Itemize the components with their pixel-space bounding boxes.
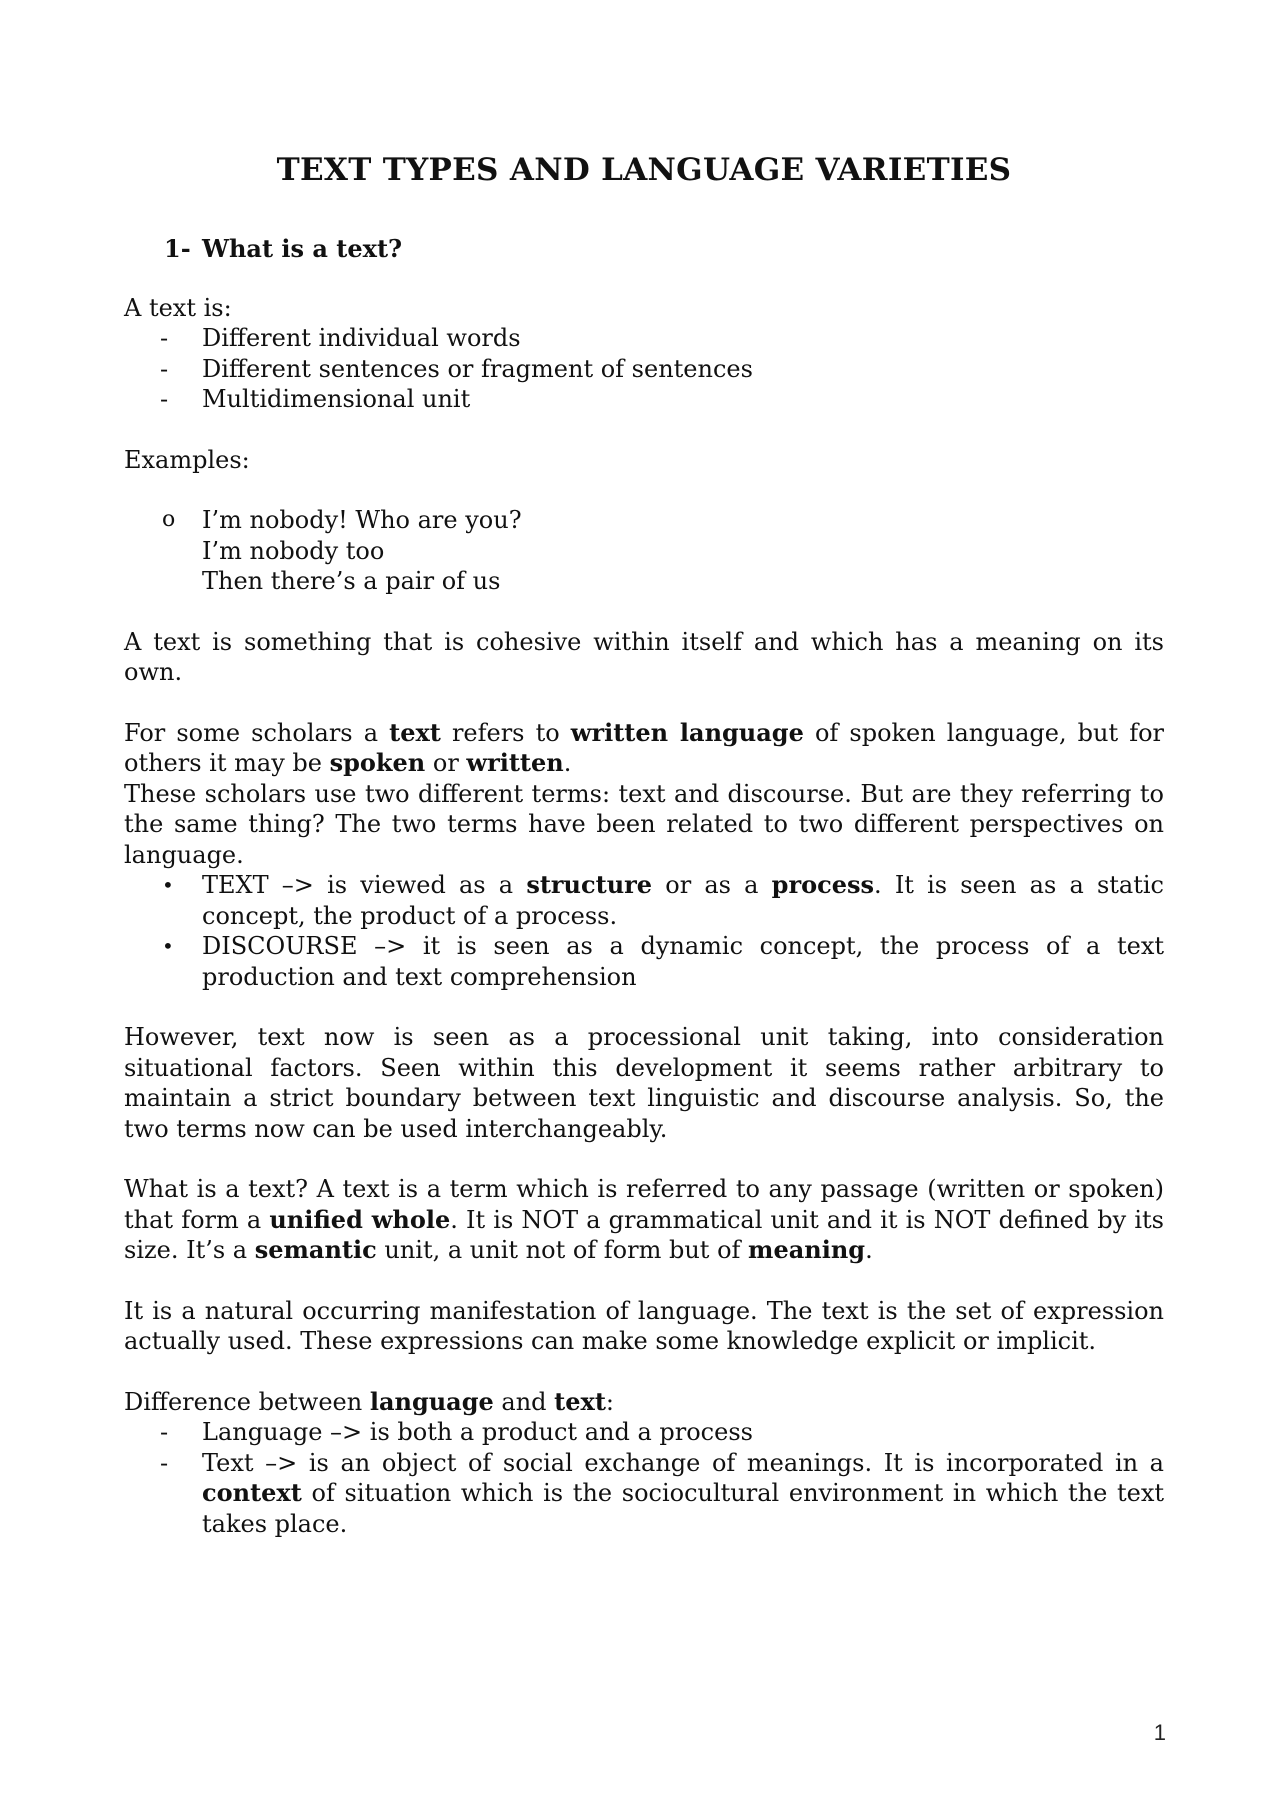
list-item: - Text –> is an object of social exchange of meanings. It is incorporated in a context of situation which is the sociocultural environment in which the text takes place.	[160, 1448, 1164, 1538]
list-item: • TEXT –> is viewed as a structure or as a process. It is seen as a static concept, the product of a process.	[162, 870, 1165, 930]
list-item: - Different individual words	[160, 324, 521, 352]
poem-line: I’m nobody too	[202, 536, 385, 565]
difference-list	[124, 1417, 1164, 1539]
difference-label: Difference between language and text:	[124, 1386, 615, 1416]
paragraph-scholars: For some scholars a text refers to written language of spoken language, but for others it may be spoken or written.	[124, 717, 1165, 777]
list-item: - Language –> is both a product and a process	[160, 1418, 753, 1446]
paragraph-terms: These scholars use two different terms: text and discourse. But are they referring to the same thing? The two terms have been related to two different perspectives on language.	[124, 779, 1164, 869]
poem-line: Then there’s a pair of us	[202, 567, 501, 595]
poem-line: I’m nobody! Who are you?	[202, 506, 522, 534]
dash-marker: -	[160, 1418, 169, 1446]
section-heading-text: What is a text?	[202, 234, 403, 263]
list-item: • DISCOURSE –> it is seen as a dynamic concept, the process of a text production and text comprehension	[162, 932, 1164, 991]
dash-marker: -	[160, 1448, 169, 1477]
dash-marker: -	[160, 385, 169, 413]
text-discourse-list	[124, 870, 1164, 992]
list-item: - Different sentences or fragment of sentences	[160, 354, 753, 383]
paragraph-what-is: What is a text? A text is a term which is referred to any passage (written or spoken) that form a unified whole. It is NOT a grammatical unit and it is NOT defined by its size. It’s a semantic unit, a unit not of form but of meaning.	[124, 1175, 1164, 1264]
list-item: - Multidimensional unit	[160, 385, 471, 413]
intro-label: A text is:	[124, 293, 232, 322]
paragraph-natural: It is a natural occurring manifestation of language. The text is the set of expression actually used. These expressions can make some knowledge explicit or implicit.	[124, 1296, 1164, 1355]
paragraph-cohesive: A text is something that is cohesive within itself and which has a meaning on its own.	[124, 627, 1164, 686]
document-title: TEXT TYPES AND LANGUAGE VARIETIES	[276, 152, 1012, 188]
dash-marker: -	[160, 324, 169, 352]
page-number: 1	[1153, 1720, 1166, 1745]
bullet-icon: •	[162, 934, 174, 958]
section-number: 1-	[164, 234, 191, 263]
page-content	[124, 150, 1164, 1539]
dash-marker: -	[160, 354, 169, 383]
bullet-icon: •	[162, 873, 174, 897]
intro-list	[124, 323, 1164, 415]
paragraph-however: However, text now is seen as a processional unit taking, into consideration situational factors. Seen within this development it seems rather arbitrary to maintain a strict boundary between text linguistic and discourse analysis. So, the two terms now can be used interchangeably.	[124, 1023, 1164, 1143]
examples-label: Examples:	[124, 445, 250, 474]
section-heading	[164, 234, 1164, 265]
example-poem	[124, 505, 1164, 597]
circle-bullet-icon: o	[162, 507, 176, 532]
